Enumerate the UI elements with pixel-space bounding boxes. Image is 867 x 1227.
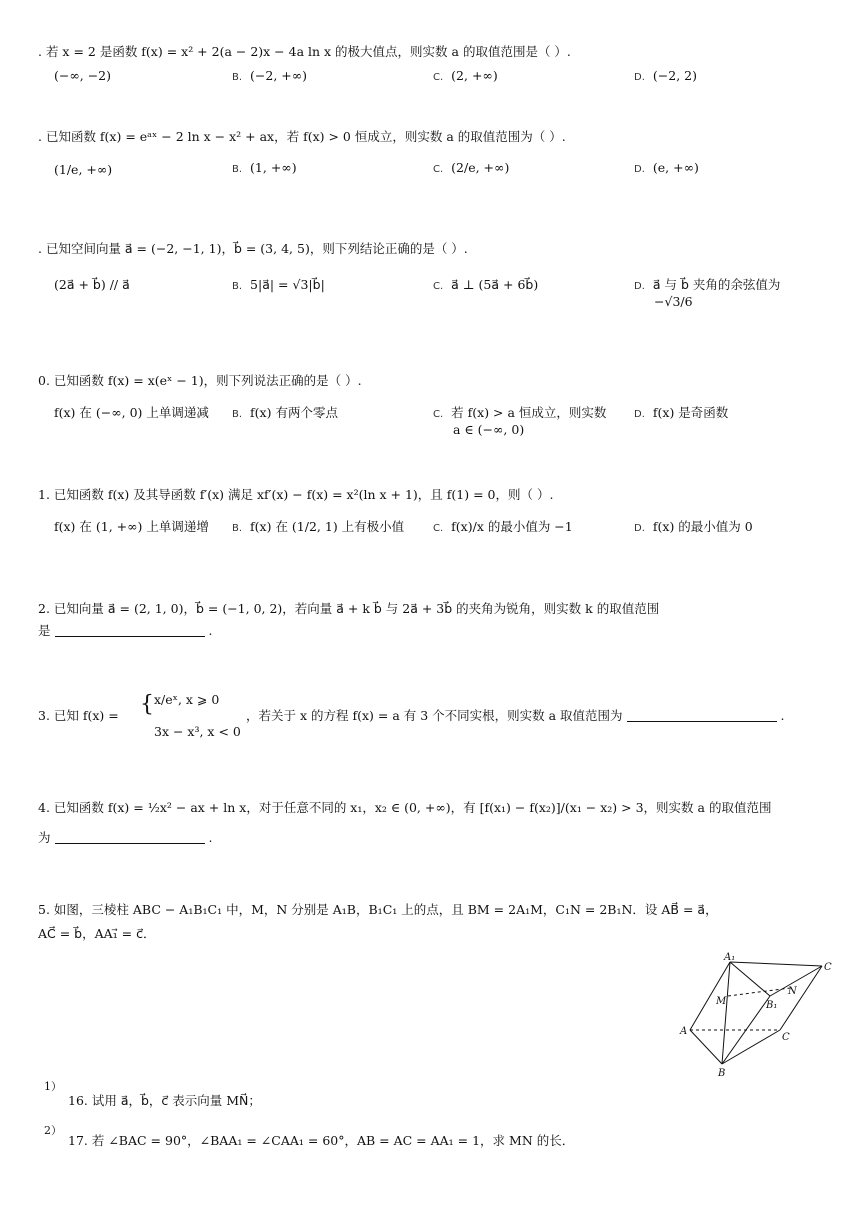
edge-c-c1 xyxy=(780,966,822,1030)
q9-option-d: D. a⃗ 与 b⃗ 夹角的余弦值为 −√3/6 xyxy=(634,277,781,309)
q15-stem: 5. 如图，三棱柱 ABC − A₁B₁C₁ 中，M，N 分别是 A₁B，B₁C₁ 上的点，且 BM = 2A₁M，C₁N = 2B₁N．设 AB⃗ = a⃗， xyxy=(38,902,718,917)
label-a1: A₁ xyxy=(724,952,736,963)
q12-answer-line: 是 . xyxy=(38,623,213,638)
q11-option-d: D. f(x) 的最小值为 0 xyxy=(634,519,753,534)
q8-option-c: C. (2/e, +∞) xyxy=(433,160,510,175)
q14-answer-line: 为 . xyxy=(38,830,213,845)
q7-option-b: B. (−2, +∞) xyxy=(232,68,308,83)
sub2-text: 17. 若 ∠BAC = 90°，∠BAA₁ = ∠CAA₁ = 60°，AB = AC = AA₁ = 1，求 MN 的长． xyxy=(68,1133,575,1148)
q13-answer-blank[interactable] xyxy=(627,721,777,722)
edge-b-c xyxy=(722,1030,780,1064)
edge-a1-c1 xyxy=(730,962,822,966)
label-n: N xyxy=(788,986,797,997)
label-c: C xyxy=(782,1032,790,1043)
q9-option-b: B. 5|a⃗| = √3|b⃗| xyxy=(232,277,325,292)
q13-lead: 3. 已知 f(x) = xyxy=(38,708,119,723)
q11-option-b: B. f(x) 在 (1/2, 1) 上有极小值 xyxy=(232,519,405,534)
q7-option-c: C. (2, +∞) xyxy=(433,68,498,83)
q7-stem: . 若 x = 2 是函数 f(x) = x² + 2(a − 2)x − 4a ln x 的极大值点，则实数 a 的取值范围是（ ）. xyxy=(38,44,571,59)
q7-option-d: D. (−2, 2) xyxy=(634,68,697,83)
q11-stem: 1. 已知函数 f(x) 及其导函数 f′(x) 满足 xf′(x) − f(x) = x²(ln x + 1)，且 f(1) = 0，则（ ）. xyxy=(38,487,554,502)
sub2-number: 2） xyxy=(44,1124,62,1137)
q13-case2: 3x − x³, x < 0 xyxy=(154,724,241,739)
segment-mn-hidden xyxy=(728,988,790,996)
q8-option-a: (1/e, +∞) xyxy=(54,162,113,177)
label-b1: B₁ xyxy=(766,1000,778,1011)
sub1-text: 16. 试用 a⃗，b⃗，c⃗ 表示向量 MN⃗； xyxy=(68,1093,261,1108)
q8-stem: . 已知函数 f(x) = eᵃˣ − 2 ln x − x² + ax，若 f(x) > 0 恒成立，则实数 a 的取值范围为（ ）. xyxy=(38,129,566,144)
edge-a-b xyxy=(690,1030,722,1064)
q13-rest: ，若关于 x 的方程 f(x) = a 有 3 个不同实根，则实数 a 取值范围为 . xyxy=(246,708,785,723)
q8-option-b: B. (1, +∞) xyxy=(232,160,297,175)
q13-brace: { xyxy=(140,692,154,717)
q13-case1: x/eˣ, x ⩾ 0 xyxy=(154,692,220,707)
prism-figure xyxy=(670,950,832,1080)
q14-stem: 4. 已知函数 f(x) = ½x² − ax + ln x，对于任意不同的 x₁，x₂ ∈ (0, +∞)，有 [f(x₁) − f(x₂)]/(x₁ − x₂) > 3，则实数 a 的取值范围 xyxy=(38,800,772,815)
label-c1: C xyxy=(824,962,832,973)
q12-stem: 2. 已知向量 a⃗ = (2, 1, 0)，b⃗ = (−1, 0, 2)，若向量 a⃗ + k b⃗ 与 2a⃗ + 3b⃗ 的夹角为锐角，则实数 k 的取值范围 xyxy=(38,601,660,616)
q15-stem-cont: AC⃗ = b⃗，AA₁⃗ = c⃗． xyxy=(38,926,156,941)
q8-option-d: D. (e, +∞) xyxy=(634,160,699,175)
q11-option-c: C. f(x)/x 的最小值为 −1 xyxy=(433,519,573,534)
sub1-number: 1） xyxy=(44,1080,62,1093)
q10-option-d: D. f(x) 是奇函数 xyxy=(634,405,729,420)
label-m: M xyxy=(716,996,727,1007)
q7-option-a: (−∞, −2) xyxy=(54,68,112,83)
q10-option-b: B. f(x) 有两个零点 xyxy=(232,405,338,420)
q9-stem: . 已知空间向量 a⃗ = (−2, −1, 1)，b⃗ = (3, 4, 5)，则下列结论正确的是（ ）. xyxy=(38,241,468,256)
q10-option-a: f(x) 在 (−∞, 0) 上单调递减 xyxy=(54,405,209,420)
q9-option-c: C. a⃗ ⊥ (5a⃗ + 6b⃗) xyxy=(433,277,539,292)
edge-a1-b xyxy=(722,962,730,1064)
q10-stem: 0. 已知函数 f(x) = x(eˣ − 1)，则下列说法正确的是（ ）. xyxy=(38,373,362,388)
label-b: B xyxy=(718,1068,726,1079)
q10-option-c: C. 若 f(x) > a 恒成立，则实数 a ∈ (−∞, 0) xyxy=(433,405,607,437)
q11-option-a: f(x) 在 (1, +∞) 上单调递增 xyxy=(54,519,209,534)
q14-answer-blank[interactable] xyxy=(55,843,205,844)
q12-answer-blank[interactable] xyxy=(55,636,205,637)
q9-option-a: (2a⃗ + b⃗) // a⃗ xyxy=(54,277,130,292)
label-a: A xyxy=(680,1026,688,1037)
